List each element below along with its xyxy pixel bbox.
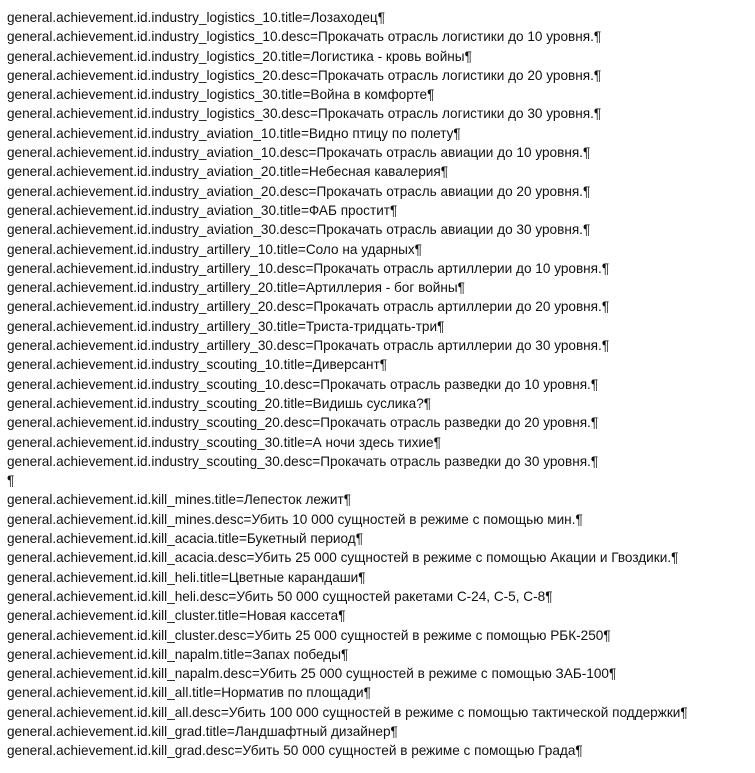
text-line[interactable]: [7, 201, 752, 220]
empty-paragraph[interactable]: [7, 471, 752, 490]
text-line[interactable]: [7, 510, 752, 529]
pilcrow-mark: ¶: [575, 743, 583, 759]
pilcrow-mark: ¶: [437, 318, 445, 334]
line-text: general.achievement.id.industry_artillery_30.desc=Прокачать отрасль артиллерии до 30 уровня.: [7, 338, 602, 354]
text-line[interactable]: [7, 124, 752, 143]
line-text: general.achievement.id.kill_acacia.desc=Убить 25 000 сущностей в режиме с помощью Акации и Гвоздики.: [7, 550, 672, 566]
pilcrow-mark: ¶: [582, 183, 591, 199]
pilcrow-mark: ¶: [390, 723, 398, 739]
line-text: general.achievement.id.industry_scouting_20.desc=Прокачать отрасль разведки до 20 уровня.: [7, 415, 591, 431]
text-line[interactable]: [7, 452, 752, 471]
pilcrow-mark: ¶: [608, 666, 617, 682]
pilcrow-mark: ¶: [423, 395, 432, 411]
line-text: general.achievement.id.industry_scouting_10.title=Диверсант: [7, 357, 380, 373]
text-line[interactable]: [7, 683, 752, 702]
pilcrow-mark: ¶: [464, 48, 472, 64]
text-line[interactable]: [7, 394, 752, 413]
pilcrow-mark: ¶: [582, 145, 591, 161]
line-text: general.achievement.id.industry_scouting_30.title=А ночи здесь тихие: [7, 434, 434, 450]
text-line[interactable]: [7, 297, 752, 316]
pilcrow-mark: ¶: [453, 125, 461, 141]
line-text: general.achievement.id.kill_cluster.title=Новая кассета: [7, 608, 339, 624]
pilcrow-mark: ¶: [343, 492, 352, 508]
pilcrow-mark: ¶: [7, 473, 15, 489]
line-text: general.achievement.id.kill_grad.title=Ландшафтный дизайнер: [7, 723, 391, 739]
text-line[interactable]: [7, 413, 752, 432]
pilcrow-mark: ¶: [433, 434, 441, 450]
text-line[interactable]: [7, 568, 752, 587]
line-text: general.achievement.id.kill_napalm.desc=Убить 25 000 сущностей в режиме с помощью ЗАБ-100: [7, 666, 609, 682]
text-line[interactable]: [7, 162, 752, 181]
line-text: general.achievement.id.kill_napalm.title=Запах победы: [7, 646, 341, 662]
pilcrow-mark: ¶: [379, 357, 388, 373]
text-line[interactable]: [7, 606, 752, 625]
text-line[interactable]: [7, 336, 752, 355]
pilcrow-mark: ¶: [680, 704, 688, 720]
line-text: general.achievement.id.kill_all.title=Норматив по площади: [7, 685, 364, 701]
line-text: general.achievement.id.industry_aviation_10.desc=Прокачать отрасль авиации до 10 уровня.: [7, 145, 583, 161]
pilcrow-mark: ¶: [603, 627, 611, 643]
line-text: general.achievement.id.kill_heli.desc=Убить 50 000 сущностей ракетами С-24, С-5, С-8: [7, 588, 546, 604]
document-body: [7, 8, 752, 761]
pilcrow-mark: ¶: [593, 29, 602, 45]
text-line[interactable]: [7, 85, 752, 104]
pilcrow-mark: ¶: [575, 511, 583, 527]
text-line[interactable]: [7, 703, 752, 722]
pilcrow-mark: ¶: [358, 569, 366, 585]
text-line[interactable]: [7, 375, 752, 394]
line-text: general.achievement.id.industry_logistics_30.desc=Прокачать отрасль логистики до 30 уровня.: [7, 106, 594, 122]
line-text: general.achievement.id.industry_artillery_10.title=Соло на ударных: [7, 241, 415, 257]
pilcrow-mark: ¶: [590, 376, 599, 392]
line-text: general.achievement.id.industry_artillery_30.title=Триста-тридцать-три: [7, 318, 438, 334]
line-text: general.achievement.id.industry_logistics_10.title=Лозаходец: [7, 10, 378, 25]
line-text: general.achievement.id.kill_cluster.desc=Убить 25 000 сущностей в режиме с помощью РБК-250: [7, 627, 604, 643]
text-line[interactable]: [7, 548, 752, 567]
line-text: general.achievement.id.industry_logistics_10.desc=Прокачать отрасль логистики до 10 уровня.: [7, 29, 594, 45]
pilcrow-mark: ¶: [341, 646, 349, 662]
text-line[interactable]: [7, 587, 752, 606]
text-line[interactable]: [7, 433, 752, 452]
line-text: general.achievement.id.kill_all.desc=Убить 100 000 сущностей в режиме с помощью тактической поддержки: [7, 704, 681, 720]
line-text: general.achievement.id.industry_aviation_20.desc=Прокачать отрасль авиации до 20 уровня.: [7, 183, 583, 199]
line-text: general.achievement.id.kill_grad.desc=Убить 50 000 сущностей в режиме с помощью Града: [7, 743, 576, 759]
text-line[interactable]: [7, 220, 752, 239]
pilcrow-mark: ¶: [593, 106, 602, 122]
line-text: general.achievement.id.industry_scouting_20.title=Видишь суслика?: [7, 395, 424, 411]
text-line[interactable]: [7, 27, 752, 46]
text-line[interactable]: [7, 240, 752, 259]
line-text: general.achievement.id.industry_artillery_20.desc=Прокачать отрасль артиллерии до 20 уровня.: [7, 299, 602, 315]
line-text: general.achievement.id.kill_mines.title=Лепесток лежит: [7, 492, 344, 508]
pilcrow-mark: ¶: [601, 338, 610, 354]
text-line[interactable]: [7, 317, 752, 336]
line-text: general.achievement.id.industry_aviation_20.title=Небесная кавалерия: [7, 164, 441, 180]
pilcrow-mark: ¶: [457, 280, 465, 296]
line-text: general.achievement.id.industry_artillery_10.desc=Прокачать отрасль артиллерии до 10 уровня.: [7, 260, 602, 276]
line-text: general.achievement.id.industry_scouting_30.desc=Прокачать отрасль разведки до 30 уровня.: [7, 453, 591, 469]
text-line[interactable]: [7, 529, 752, 548]
pilcrow-mark: ¶: [414, 241, 422, 257]
line-text: general.achievement.id.industry_aviation_30.desc=Прокачать отрасль авиации до 30 уровня.: [7, 222, 583, 238]
line-text: general.achievement.id.industry_aviation_30.title=ФАБ простит: [7, 202, 391, 218]
pilcrow-mark: ¶: [671, 550, 679, 566]
text-line[interactable]: [7, 490, 752, 509]
pilcrow-mark: ¶: [601, 260, 610, 276]
text-line[interactable]: [7, 722, 752, 741]
text-line[interactable]: [7, 626, 752, 645]
pilcrow-mark: ¶: [440, 164, 449, 180]
line-text: general.achievement.id.industry_logistics_20.desc=Прокачать отрасль логистики до 20 уровня.: [7, 67, 594, 83]
text-line[interactable]: [7, 47, 752, 66]
text-line[interactable]: [7, 278, 752, 297]
text-line[interactable]: [7, 104, 752, 123]
pilcrow-mark: ¶: [582, 222, 591, 238]
text-line[interactable]: [7, 355, 752, 374]
text-line[interactable]: [7, 741, 752, 760]
pilcrow-mark: ¶: [363, 685, 371, 701]
line-text: general.achievement.id.industry_logistics_30.title=Война в комфорте: [7, 87, 428, 103]
pilcrow-mark: ¶: [590, 415, 599, 431]
text-line[interactable]: [7, 8, 752, 27]
pilcrow-mark: ¶: [355, 531, 363, 547]
pilcrow-mark: ¶: [390, 202, 398, 218]
text-line[interactable]: [7, 664, 752, 683]
pilcrow-mark: ¶: [593, 67, 602, 83]
pilcrow-mark: ¶: [545, 588, 553, 604]
line-text: general.achievement.id.industry_artillery_20.title=Артиллерия - бог войны: [7, 280, 458, 296]
pilcrow-mark: ¶: [427, 87, 435, 103]
pilcrow-mark: ¶: [601, 299, 610, 315]
line-text: general.achievement.id.industry_logistics_20.title=Логистика - кровь войны: [7, 48, 465, 64]
line-text: general.achievement.id.kill_mines.desc=Убить 10 000 сущностей в режиме с помощью мин.: [7, 511, 576, 527]
text-line[interactable]: [7, 182, 752, 201]
line-text: general.achievement.id.industry_aviation_10.title=Видно птицу по полету: [7, 125, 454, 141]
pilcrow-mark: ¶: [590, 453, 599, 469]
text-line[interactable]: [7, 645, 752, 664]
pilcrow-mark: ¶: [377, 10, 386, 25]
text-line[interactable]: [7, 259, 752, 278]
line-text: general.achievement.id.kill_heli.title=Цветные карандаши: [7, 569, 359, 585]
text-line[interactable]: [7, 143, 752, 162]
line-text: general.achievement.id.industry_scouting_10.desc=Прокачать отрасль разведки до 10 уровня.: [7, 376, 591, 392]
line-text: general.achievement.id.kill_acacia.title=Букетный период: [7, 531, 356, 547]
text-line[interactable]: [7, 66, 752, 85]
pilcrow-mark: ¶: [338, 608, 346, 624]
